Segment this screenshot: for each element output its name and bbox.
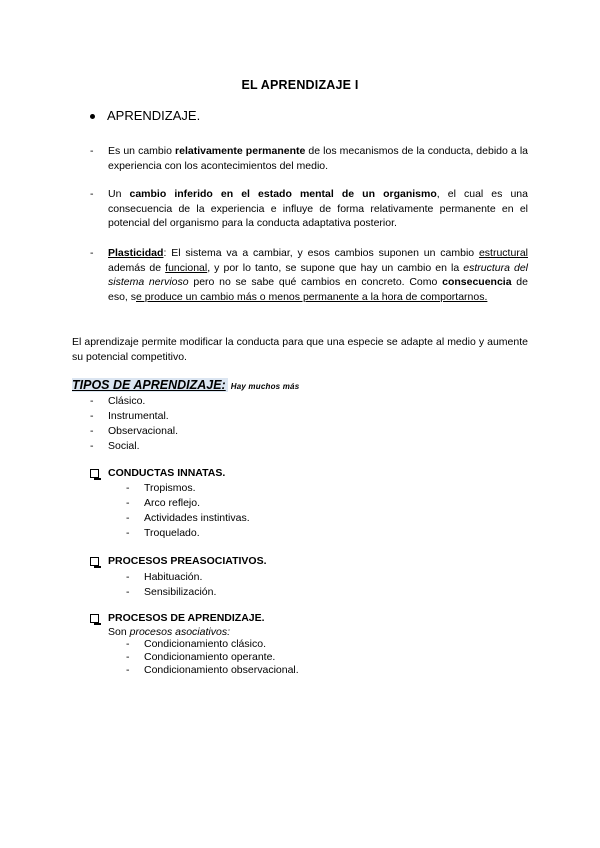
tipos-list bbox=[90, 394, 178, 454]
definition-text bbox=[108, 144, 528, 173]
underline-run: funcional bbox=[165, 261, 208, 274]
tipos-heading: TIPOS DE APRENDIZAJE: bbox=[72, 378, 226, 392]
dash-marker: - bbox=[126, 482, 130, 494]
list-item-text: Condicionamiento operante. bbox=[144, 651, 276, 663]
dash-marker: - bbox=[90, 247, 94, 259]
dash-marker: - bbox=[126, 527, 130, 539]
list-item-text: Social. bbox=[108, 440, 140, 452]
text-run: de los mecanismos de la conducta, debido a la experiencia con los acontecimientos del medio. bbox=[108, 145, 529, 172]
list-item bbox=[126, 481, 250, 496]
section-title: PROCESOS PREASOCIATIVOS. bbox=[108, 555, 267, 567]
definition-item-plasticidad bbox=[90, 246, 528, 304]
tipos-heading-line bbox=[72, 378, 299, 395]
list-item bbox=[126, 663, 299, 676]
text-run: además de bbox=[108, 261, 166, 274]
dash-marker: - bbox=[126, 638, 130, 650]
list-item bbox=[90, 394, 178, 409]
dash-marker: - bbox=[90, 440, 94, 452]
dash-marker: - bbox=[126, 497, 130, 509]
note-italic: procesos asociativos: bbox=[129, 626, 230, 638]
text-run: : El sistema va a cambiar, y esos cambios suponen un cambio bbox=[163, 247, 479, 259]
list-item-text: Condicionamiento observacional. bbox=[144, 664, 299, 676]
list-item-text: Observacional. bbox=[108, 425, 179, 437]
text-run: pero no se sabe qué cambios en concreto. Como bbox=[188, 276, 443, 288]
italic-run: estructura del sistema nervioso bbox=[108, 261, 528, 288]
text-run: , y por lo tanto, se supone que hay un cambio en la bbox=[207, 261, 464, 274]
dash-marker: - bbox=[90, 145, 94, 157]
definition-item-inferido bbox=[90, 187, 528, 231]
underline-run: e produce un cambio más o menos permanente a la hora de comportarnos. bbox=[136, 290, 488, 303]
procesos-de-aprendizaje-list bbox=[126, 637, 299, 676]
text-run: de eso, s bbox=[108, 276, 528, 303]
list-item bbox=[126, 526, 250, 541]
list-item-text: Condicionamiento clásico. bbox=[144, 638, 266, 650]
dash-marker: - bbox=[126, 664, 130, 676]
section-procesos-de-aprendizaje bbox=[90, 611, 265, 626]
dash-marker: - bbox=[90, 425, 94, 437]
main-heading-text: APRENDIZAJE. bbox=[107, 108, 201, 123]
section-procesos-preasociativos bbox=[90, 554, 267, 569]
list-item-text: Arco reflejo. bbox=[144, 497, 201, 509]
list-item bbox=[126, 496, 250, 511]
conductas-innatas-list bbox=[126, 481, 250, 541]
bold-run: consecuencia bbox=[442, 276, 512, 288]
section-title: CONDUCTAS INNATAS. bbox=[108, 467, 226, 479]
body-paragraph: El aprendizaje permite modificar la conducta para que una especie se adapte al medio y aumente su potencial competitivo. bbox=[72, 336, 528, 363]
list-item bbox=[126, 585, 216, 600]
dash-marker: - bbox=[126, 651, 130, 663]
definition-text bbox=[108, 187, 528, 231]
checkbox-bullet-icon bbox=[90, 469, 99, 478]
list-item bbox=[126, 570, 216, 585]
dash-marker: - bbox=[126, 571, 130, 583]
dash-marker: - bbox=[126, 512, 130, 524]
definition-item-cambio bbox=[90, 144, 528, 173]
list-item bbox=[126, 637, 299, 650]
list-item bbox=[90, 424, 178, 439]
text-run: Un bbox=[108, 188, 130, 200]
list-item-text: Tropismos. bbox=[144, 482, 196, 494]
main-heading bbox=[90, 109, 200, 124]
text-run: , el cual es una consecuencia de la experiencia e influye de forma relativamente permanente en el potencial del organismo para la conducta adaptativa posterior. bbox=[108, 188, 528, 229]
list-item-text: Actividades instintivas. bbox=[144, 512, 250, 524]
bullet-icon bbox=[90, 114, 95, 119]
page-title: EL APRENDIZAJE I bbox=[241, 78, 359, 92]
checkbox-bullet-icon bbox=[90, 557, 99, 566]
bold-run: relativamente permanente bbox=[175, 145, 306, 157]
note-prefix: Son bbox=[108, 626, 130, 638]
bold-run: cambio inferido en el estado mental de un organismo bbox=[129, 188, 437, 200]
checkbox-bullet-icon bbox=[90, 614, 99, 623]
list-item bbox=[126, 511, 250, 526]
dash-marker: - bbox=[90, 188, 94, 200]
tipos-note: Hay muchos más bbox=[230, 382, 300, 391]
definition-text bbox=[108, 246, 528, 304]
list-item-text: Habituación. bbox=[144, 571, 203, 583]
bold-run: Plasticidad bbox=[108, 247, 164, 259]
list-item-text: Instrumental. bbox=[108, 410, 169, 422]
list-item-text: Sensibilización. bbox=[144, 586, 217, 598]
section-title: PROCESOS DE APRENDIZAJE. bbox=[108, 612, 265, 624]
procesos-preasociativos-list bbox=[126, 570, 216, 600]
list-item-text: Troquelado. bbox=[144, 527, 200, 539]
list-item bbox=[90, 409, 178, 424]
list-item bbox=[90, 439, 178, 454]
dash-marker: - bbox=[90, 395, 94, 407]
underline-run: estructural bbox=[478, 247, 528, 259]
dash-marker: - bbox=[90, 410, 94, 422]
list-item bbox=[126, 650, 299, 663]
text-run: Es un cambio bbox=[108, 145, 176, 157]
dash-marker: - bbox=[126, 586, 130, 598]
section-conductas-innatas bbox=[90, 466, 225, 481]
list-item-text: Clásico. bbox=[108, 395, 146, 407]
